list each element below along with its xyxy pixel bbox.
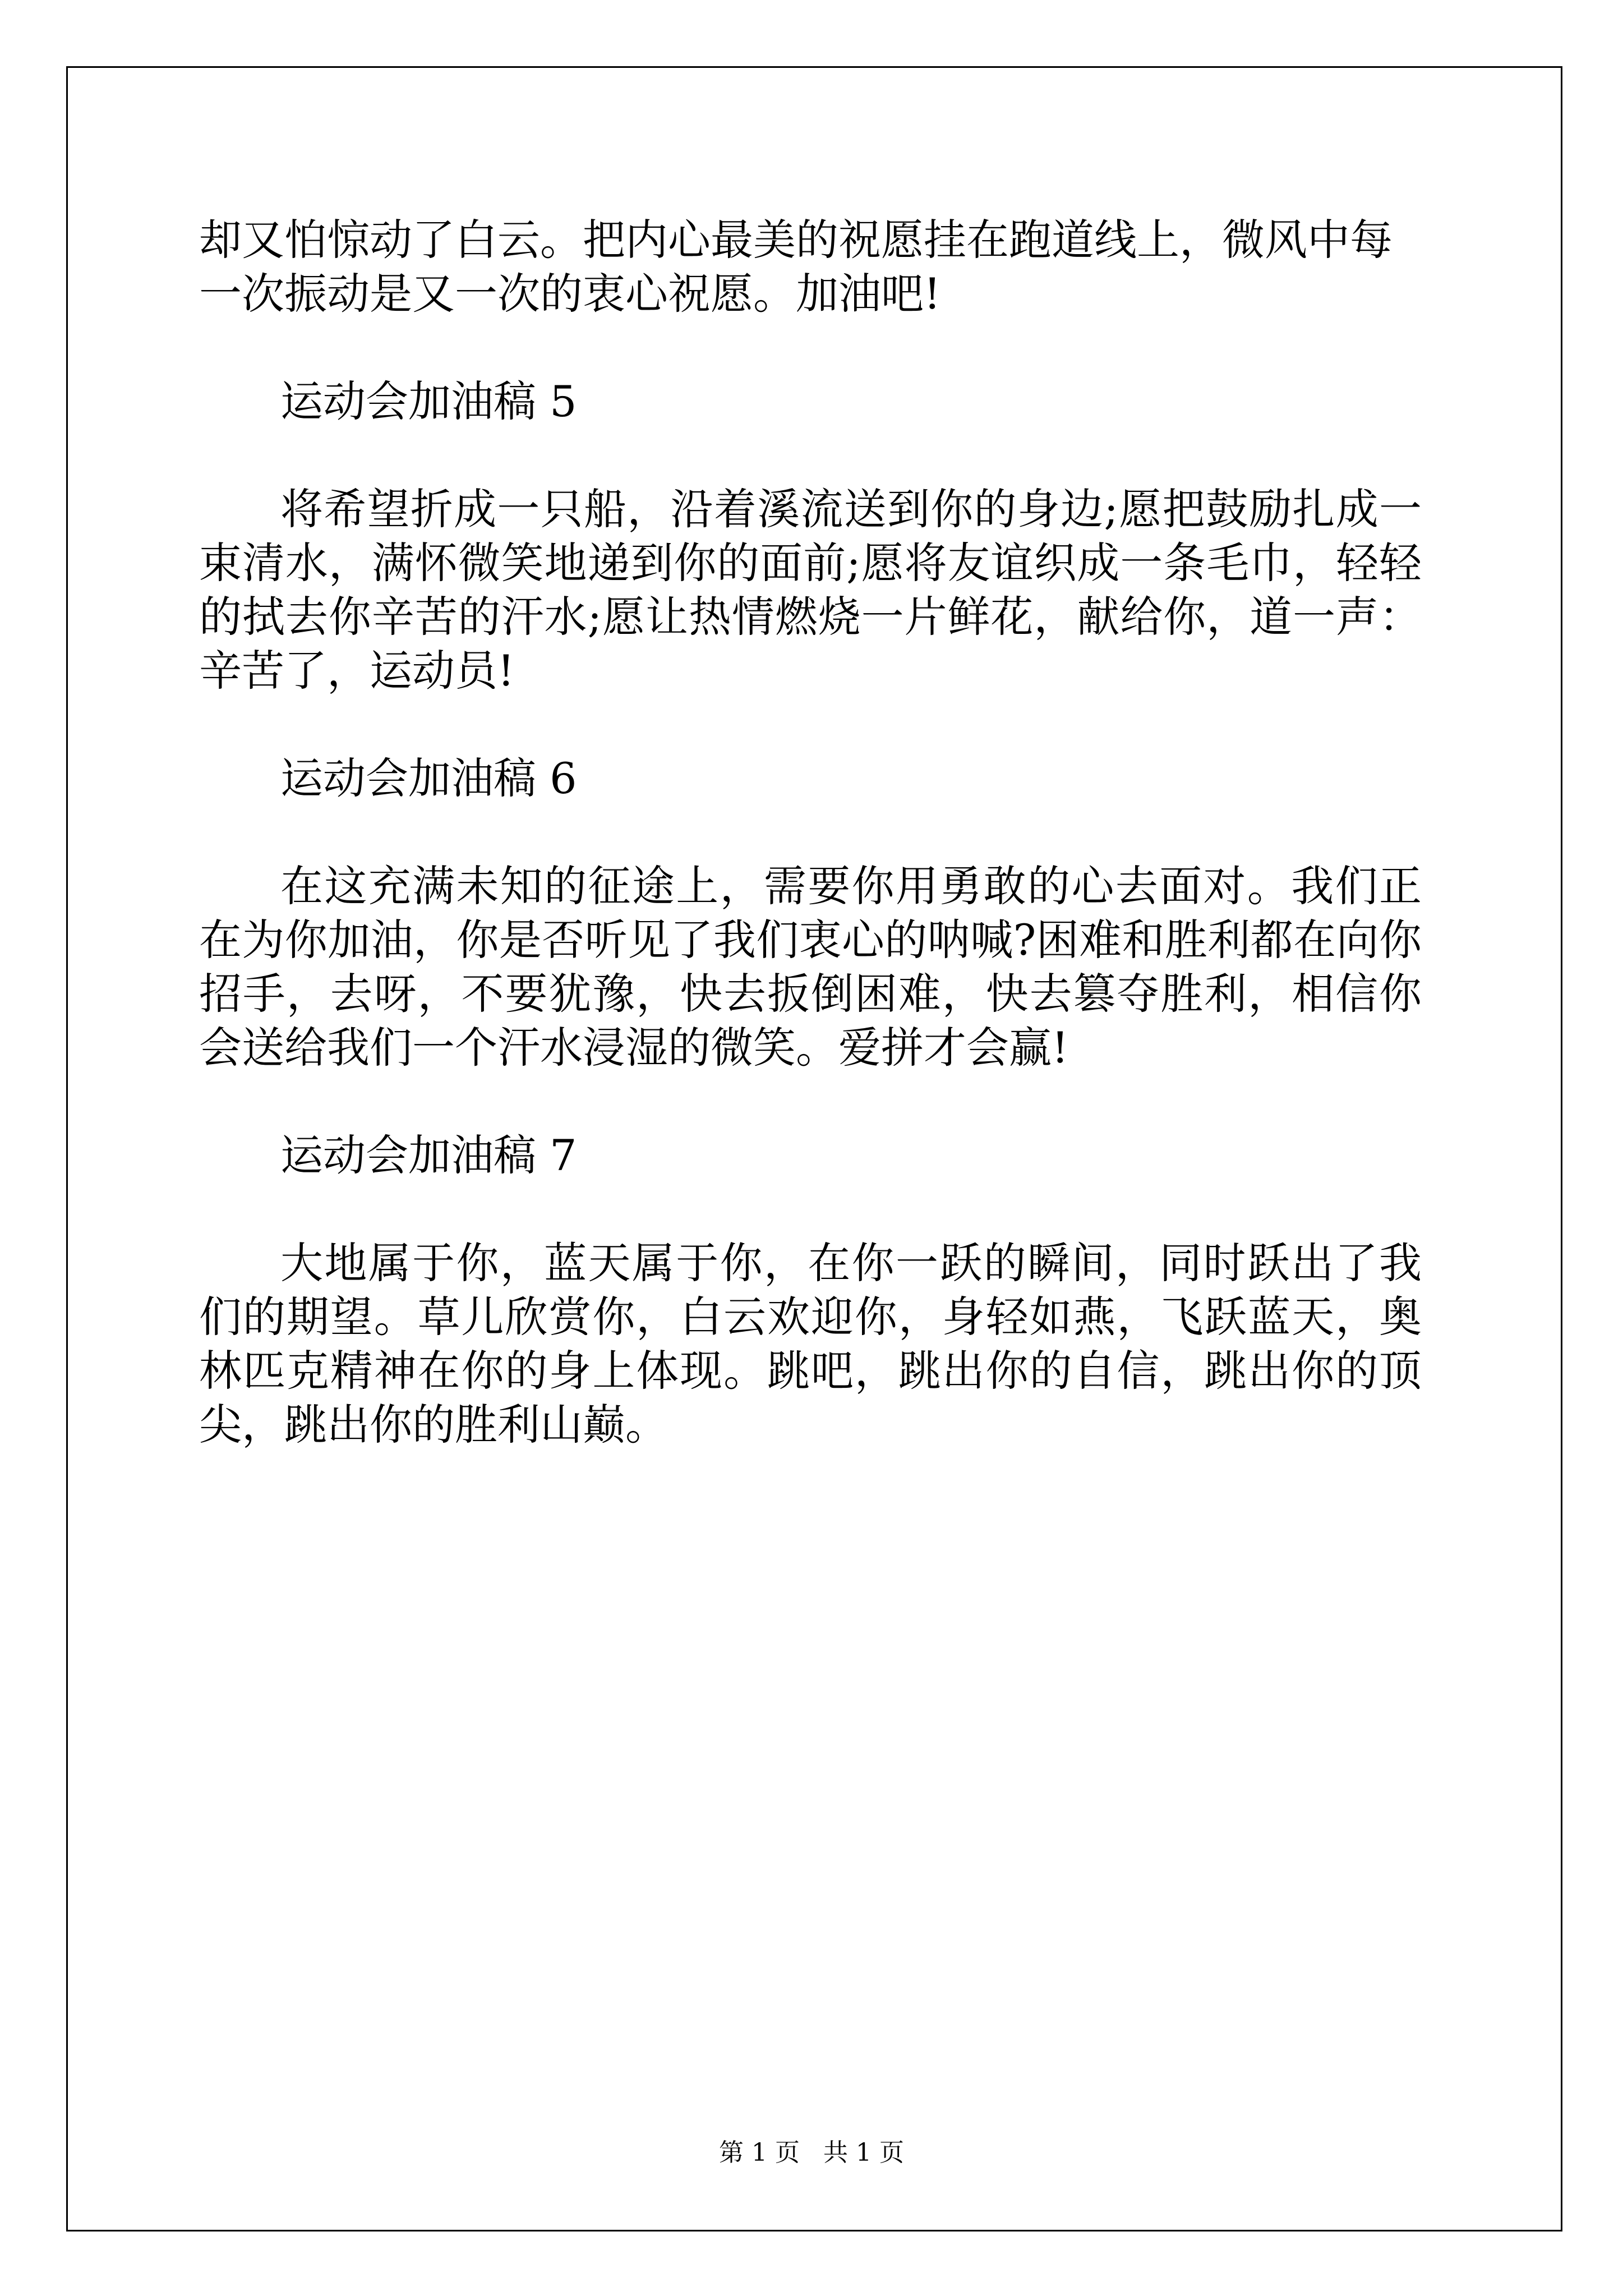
section-heading-5: 运动会加油稿 5 (280, 376, 577, 426)
body-paragraph-6: 在这充满未知的征途上，需要你用勇敢的心去面对。我们正在为你加油，你是否听见了我们衷心的呐喊?困难和胜利都在向你招手，去呀，不要犹豫，快去扳倒困难，快去篡夺胜利，相信你会送给我们一个汗水浸湿的微笑。爱拼才会赢! (199, 861, 1422, 1073)
section-heading-6: 运动会加油稿 6 (280, 753, 577, 803)
section-heading-7: 运动会加油稿 7 (280, 1130, 577, 1180)
page-footer (0, 2137, 1623, 2169)
page-total: 共 1 页 (823, 2138, 904, 2167)
document-body (199, 213, 1422, 1506)
continuation-paragraph: 却又怕惊动了白云。把内心最美的祝愿挂在跑道线上，微风中每一次振动是又一次的衷心祝愿。加油吧! (199, 215, 1393, 319)
body-paragraph-5: 将希望折成一只船，沿着溪流送到你的身边;愿把鼓励扎成一束清水，满怀微笑地递到你的面前;愿将友谊织成一条毛巾，轻轻的拭去你辛苦的汗水;愿让热情燃烧一片鲜花，献给你，道一声：辛苦了，运动员! (199, 484, 1422, 696)
page-number: 第 1 页 (719, 2138, 800, 2167)
body-paragraph-7: 大地属于你，蓝天属于你，在你一跃的瞬间，同时跃出了我们的期望。草儿欣赏你，白云欢迎你，身轻如燕，飞跃蓝天，奥林匹克精神在你的身上体现。跳吧，跳出你的自信，跳出你的顶尖，跳出你的胜利山巅。 (199, 1238, 1422, 1450)
